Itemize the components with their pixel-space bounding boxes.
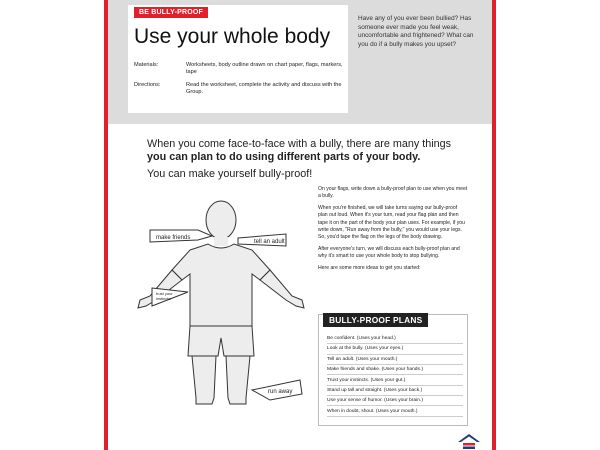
instruction-p1: On your flags, write down a bully-proof plan to use when you meet a bully. <box>318 186 468 200</box>
flag-run-away-label: run away <box>268 389 293 395</box>
flag-tell-adult-label: tell an adult <box>254 239 285 245</box>
plan-item: Make friends and shake. (Uses your hands.) <box>327 366 463 375</box>
materials-value: Worksheets, body outline drawn on chart paper, flags, markers, tape <box>186 62 343 75</box>
plan-item: Use your sense of humor. (Uses your brain.) <box>327 397 463 406</box>
header-question: Have any of you ever been bullied? Has someone ever made you feel weak, uncomfortable and frightened? What can you do if a bully makes you upset? <box>358 15 474 48</box>
intro-line-3: You can make yourself bully-proof! <box>147 168 313 180</box>
plan-item: When in doubt, shout. (Uses your mouth.) <box>327 408 463 417</box>
plan-item: Look at the bully. (Uses your eyes.) <box>327 345 463 354</box>
torso-shape <box>172 244 270 326</box>
instruction-p2: When you're finished, we will take turns saying our bully-proof plan out loud. When it's your turn, read your flag plan and then tape it on the part of the body your plan uses. For example, if you write down, "Run away from the bully," you would use your legs. So, you'd tape the flag on the legs of the body drawing. <box>318 204 465 241</box>
plan-item: Be confident. (Uses your head.) <box>327 335 463 344</box>
page-title: Use your whole body <box>134 25 331 48</box>
body-outline-figure <box>120 188 320 410</box>
right-arm-shape <box>260 270 304 308</box>
red-border-right <box>492 0 496 450</box>
shorts-shape <box>188 326 254 356</box>
intro-line-2: you can plan to do using different parts of your body. <box>147 151 421 163</box>
flag-trust-label-1: trust your <box>156 291 173 296</box>
section-tag: BE BULLY-PROOF <box>134 7 208 18</box>
directions-label: Directions: <box>134 82 161 88</box>
house-logo-icon <box>456 432 482 450</box>
red-border-left <box>104 0 108 450</box>
plan-item: Trust your instincts. (Uses your gut.) <box>327 377 463 386</box>
directions-value: Read the worksheet, complete the activity and discuss with the Group. <box>186 82 342 95</box>
plans-list <box>327 335 463 418</box>
header-card <box>128 5 348 113</box>
bully-proof-plans-box <box>318 314 468 426</box>
intro-line-1: When you come face-to-face with a bully, there are many things <box>147 138 452 150</box>
intro-text <box>147 138 467 164</box>
right-leg-shape <box>226 356 250 404</box>
materials-label: Materials: <box>134 62 159 68</box>
flag-make-friends-label: make friends <box>156 235 191 241</box>
head-shape <box>206 201 236 239</box>
flag-trust-label-2: instincts <box>156 296 171 301</box>
instruction-p4: Here are some more ideas to get you started: <box>318 264 421 271</box>
plans-heading: BULLY-PROOF PLANS <box>323 313 428 327</box>
instruction-p3: After everyone's turn, we will discuss each bully-proof plan and why it's smart to use your whole body to stop bullying. <box>318 245 460 260</box>
left-leg-shape <box>192 356 216 404</box>
plan-item: Stand up tall and straight. (Uses your back.) <box>327 387 463 396</box>
instructions-column <box>318 186 468 277</box>
plan-item: Tell an adult. (Uses your mouth.) <box>327 356 463 365</box>
